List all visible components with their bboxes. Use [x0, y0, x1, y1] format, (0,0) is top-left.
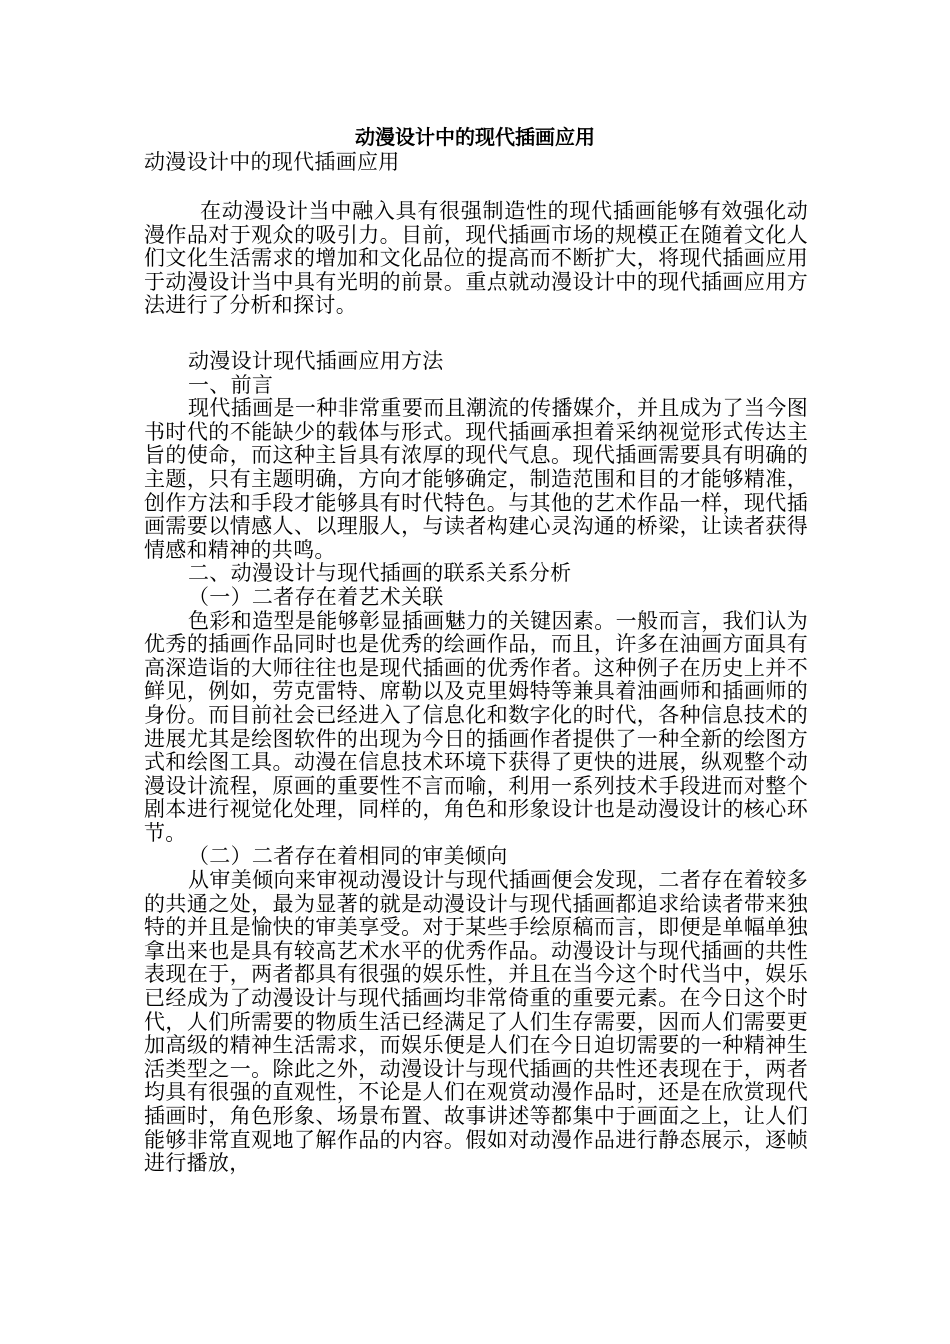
body-paragraph-art: 色彩和造型是能够彰显插画魅力的关键因素。一般而言，我们认为优秀的插画作品同时也是优秀的绘画作品，而且，许多在油画方面具有高深造诣的大师往往也是现代插画的优秀作者。这种例子在历史上并不鲜见，例如，劳克雷特、席勒以及克里姆特等兼具着油画师和插画师的身份。而目前社会已经进入了信息化和数字化的时代，各种信息技术的进展尤其是绘图软件的出现为今日的插画作者提供了一种全新的绘图方式和绘图工具。动漫在信息技术环境下获得了更快的进展，纵观整个动漫设计流程，原画的重要性不言而喻，利用一系列技术手段进而对整个剧本进行视觉化处理，同样的，角色和形象设计也是动漫设计的核心环节。	[144, 608, 808, 845]
subsection-heading-art: （一）二者存在着艺术关联	[188, 584, 444, 609]
body-paragraph-aesthetic: 从审美倾向来审视动漫设计与现代插画便会发现，二者存在着较多的共通之处，最为显著的就是动漫设计与现代插画都追求给读者带来独特的并且是愉快的审美享受。对于某些手绘原稿而言，即便是单幅单独拿出来也是具有较高艺术水平的优秀作品。动漫设计与现代插画的共性表现在于，两者都具有很强的娱乐性，并且在当今这个时代当中，娱乐已经成为了动漫设计与现代插画均非常倚重的重要元素。在今日这个时代，人们所需要的物质生活已经满足了人们生存需要，因而人们需要更加高级的精神生活需求，而娱乐便是人们在今日迫切需要的一种精神生活类型之一。除此之外，动漫设计与现代插画的共性还表现在于，两者均具有很强的直观性，不论是人们在观赏动漫作品时，还是在欣赏现代插画时，角色形象、场景布置、故事讲述等都集中于画面之上，让人们能够非常直观地了解作品的内容。假如对动漫作品进行静态展示，逐帧进行播放，	[144, 868, 808, 1176]
document-subtitle: 动漫设计中的现代插画应用	[144, 150, 400, 174]
document-title: 动漫设计中的现代插画应用	[355, 125, 595, 149]
body-paragraph-intro: 现代插画是一种非常重要而且潮流的传播媒介，并且成为了当今图书时代的不能缺少的载体与形式。现代插画承担着采纳视觉形式传达主旨的使命，而这种主旨具有浓厚的现代气息。现代插画需要具有明确的主题，只有主题明确，方向才能够确定，制造范围和目的才能够精准，创作方法和手段才能够具有时代特色。与其他的艺术作品一样，现代插画需要以情感人、以理服人，与读者构建心灵沟通的桥梁，让读者获得情感和精神的共鸣。	[144, 396, 808, 562]
keywords-line: 动漫设计现代插画应用方法	[188, 349, 444, 373]
section-heading-intro: 一、前言	[188, 372, 274, 397]
document-body	[144, 350, 808, 1176]
subsection-heading-aesthetic: （二）二者存在着相同的审美倾向	[188, 844, 508, 869]
abstract-paragraph: 在动漫设计当中融入具有很强制造性的现代插画能够有效强化动漫作品对于观众的吸引力。目前，现代插画市场的规模正在随着文化人们文化生活需求的增加和文化品位的提高而不断扩大，将现代插画应用于动漫设计当中具有光明的前景。重点就动漫设计中的现代插画应用方法进行了分析和探讨。	[144, 199, 808, 318]
section-heading-relation: 二、动漫设计与现代插画的联系关系分析	[188, 561, 572, 586]
